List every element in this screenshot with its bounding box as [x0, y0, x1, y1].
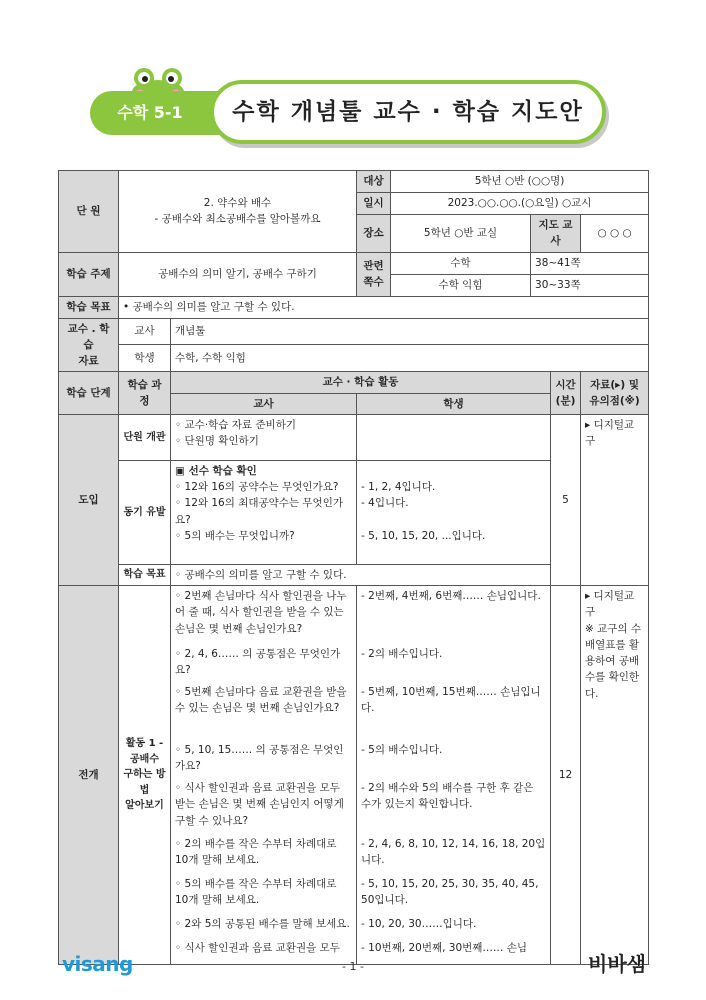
dev-student-item: - 10, 20, 30……입니다.: [361, 918, 477, 931]
target-label: 대상: [357, 171, 391, 193]
subject-badge-label: 수학 5-1: [117, 103, 183, 122]
target-value: 5학년 ○반 (○○명): [391, 171, 649, 193]
topic-label: 학습 주제: [59, 252, 119, 296]
goal-value: • 공배수의 의미를 알고 구할 수 있다.: [119, 296, 649, 318]
intro-overview-label: 단원 개관: [119, 414, 171, 460]
dev-teacher-item: ◦ 5번째 손님마다 음료 교환권을 받을 수 있는 손님은 몇 번째 손님인가요?: [175, 686, 347, 715]
dev-time: 12: [551, 586, 581, 965]
col-teacher: 교사: [171, 393, 357, 414]
visang-logo: visang: [62, 952, 133, 976]
dev-student-list: [357, 586, 551, 965]
book2-pages: 30~33쪽: [531, 274, 649, 296]
date-value: 2023.○○.○○.(○요일) ○교시: [391, 193, 649, 215]
col-process: 학습 과정: [119, 372, 171, 415]
lesson-plan-table: [58, 170, 649, 965]
title-banner: [210, 80, 606, 144]
place-label: 장소: [357, 215, 391, 253]
col-student: 학생: [357, 393, 551, 414]
dev-process-label: 활동 1 - 공배수 구하는 방법 알아보기: [119, 586, 171, 965]
intro-note: ▸ 디지털교구: [581, 414, 649, 585]
book1: 수학: [391, 252, 531, 274]
intro-stage: 도입: [59, 414, 119, 585]
place-value: 5학년 ○반 교실: [391, 215, 531, 253]
dev-teacher-item: ◦ 2의 배수를 작은 수부터 차례대로 10개 말해 보세요.: [175, 838, 337, 867]
intro-motivation-label: 동기 유발: [119, 460, 171, 564]
dev-student-item: - 2의 배수와 5의 배수를 구한 후 같은 수가 있는지 확인합니다.: [361, 782, 534, 811]
col-time: 시간 (분): [551, 372, 581, 415]
dev-student-item: - 5번째, 10번째, 15번째…… 손님입니다.: [361, 686, 541, 715]
dev-student-item: - 2, 4, 6, 8, 10, 12, 14, 16, 18, 20입니다.: [361, 838, 546, 867]
dev-teacher-item: ◦ 5, 10, 15…… 의 공통점은 무엇인가요?: [175, 744, 344, 773]
dev-note: ▸ 디지털교구 ※ 교구의 수배열표를 활용하여 공배수를 확인한다.: [581, 586, 649, 965]
intro-goal-text: ◦ 공배수의 의미를 알고 구할 수 있다.: [171, 564, 551, 585]
dev-student-item: - 5의 배수입니다.: [361, 744, 443, 757]
document-header: [0, 0, 706, 170]
teacher-label: 지도 교사: [531, 215, 581, 253]
intro-goal-label: 학습 목표: [119, 564, 171, 585]
col-notes: 자료(▸) 및 유의점(※): [581, 372, 649, 415]
page-title: 수학 개념툴 교수 · 학습 지도안: [232, 99, 584, 125]
intro-overview-teacher: ◦ 교수·학습 자료 준비하기 ◦ 단원명 확인하기: [171, 414, 357, 460]
material-label: 교수 . 학습 자료: [59, 318, 119, 372]
intro-overview-student: [357, 414, 551, 460]
dev-teacher-item: ◦ 5의 배수를 작은 수부터 차례대로 10개 말해 보세요.: [175, 878, 337, 907]
vivasam-logo: 비바샘: [588, 952, 646, 976]
dev-teacher-item: ◦ 2, 4, 6…… 의 공통점은 무엇인가요?: [175, 648, 341, 677]
dev-teacher-item: ◦ 2번째 손님마다 식사 할인권을 나누어 줄 때, 식사 할인권을 받을 수 있는 손님은 몇 번째 손님인가요?: [175, 590, 347, 635]
dev-teacher-item: ◦ 2와 5의 공통된 배수를 말해 보세요.: [175, 918, 350, 931]
dev-teacher-item: ◦ 식사 할인권과 음료 교환권을 모두 받는 손님은 몇 번째 손님인지 어떻게 구할 수 있나요?: [175, 782, 344, 827]
topic-value: 공배수의 의미 알기, 공배수 구하기: [119, 252, 357, 296]
dev-stage: 전개: [59, 586, 119, 965]
book1-pages: 38~41쪽: [531, 252, 649, 274]
book2: 수학 익힘: [391, 274, 531, 296]
dev-student-item: - 10번째, 20번째, 30번째…… 손님: [361, 942, 528, 955]
dev-teacher-list: [171, 586, 357, 965]
dev-student-item: - 2번째, 4번째, 6번째…… 손님입니다.: [361, 590, 541, 603]
dev-student-item: - 5, 10, 15, 20, 25, 30, 35, 40, 45, 50입니다.: [361, 878, 539, 907]
student-material: 수학, 수학 익힘: [171, 345, 649, 372]
teacher-role: 교사: [119, 318, 171, 345]
col-activity: 교수 · 학습 활동: [171, 372, 551, 393]
teacher-value: ○ ○ ○: [581, 215, 649, 253]
teacher-material: 개념툴: [171, 318, 649, 345]
col-stage: 학습 단계: [59, 372, 119, 415]
unit-value: 2. 약수와 배수 - 공배수와 최소공배수를 알아볼까요: [119, 171, 357, 253]
student-role: 학생: [119, 345, 171, 372]
dev-student-item: - 2의 배수입니다.: [361, 648, 443, 661]
intro-motivation-student: - 1, 2, 4입니다. - 4입니다. - 5, 10, 15, 20, ...입니다.: [357, 460, 551, 564]
dev-teacher-item: ◦ 식사 할인권과 음료 교환권을 모두: [175, 942, 340, 955]
unit-label: 단 원: [59, 171, 119, 253]
intro-motivation-teacher: ▣ 선수 학습 확인 ◦ 12와 16의 공약수는 무엇인가요? ◦ 12와 16의 최대공약수는 무엇인가요? ◦ 5의 배수는 무엇입니까?: [171, 460, 357, 564]
goal-label: 학습 목표: [59, 296, 119, 318]
date-label: 일시: [357, 193, 391, 215]
page-number: - 1 -: [342, 960, 364, 973]
pages-label: 관련 쪽수: [357, 252, 391, 296]
intro-time: 5: [551, 414, 581, 585]
